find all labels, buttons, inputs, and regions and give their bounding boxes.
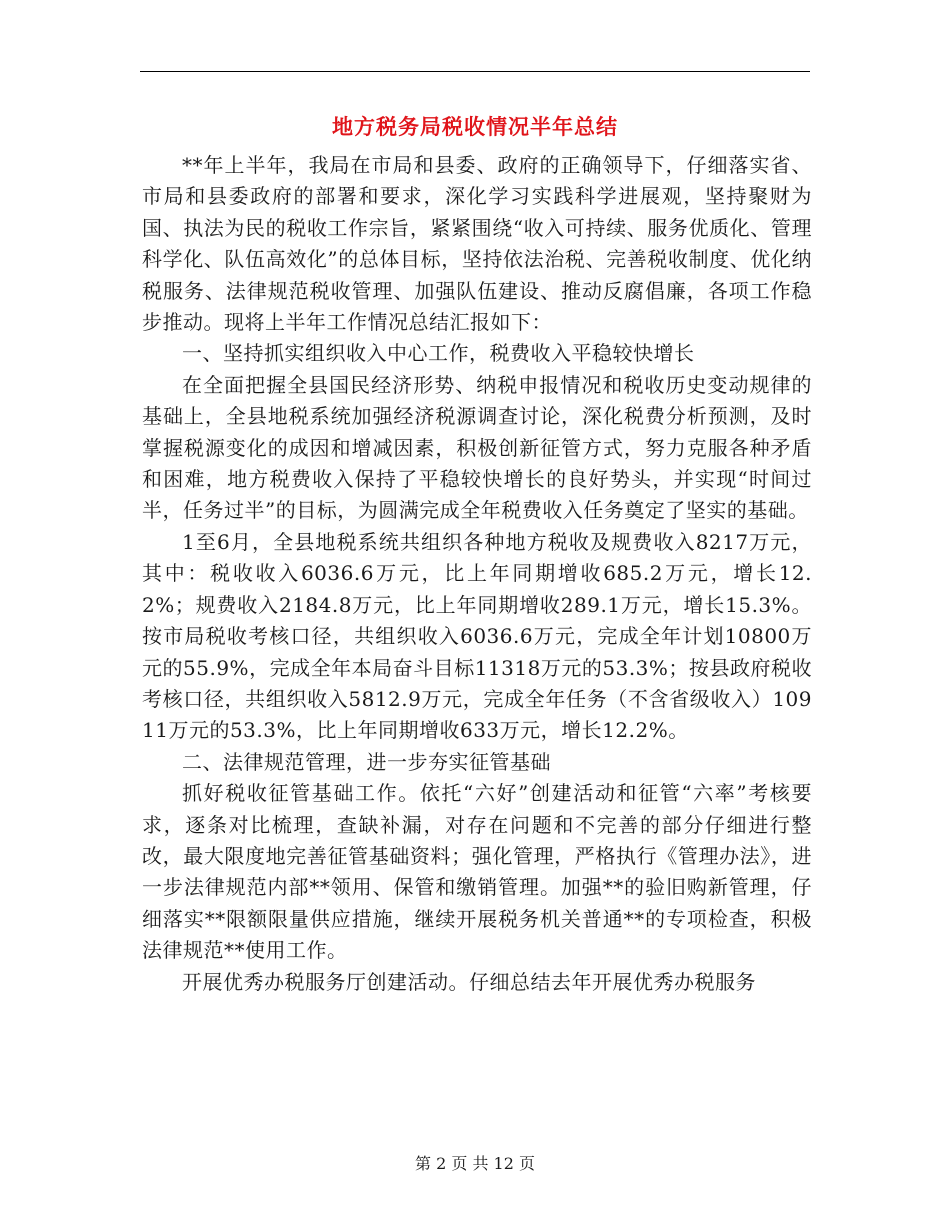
body-paragraph: 在全面把握全县国民经济形势、纳税申报情况和税收历史变动规律的基础上，全县地税系统加强经济税源调查讨论，深化税费分析预测，及时掌握税源变化的成因和增减因素，积极创新征管方式，努力克服各种矛盾和困难，地方税费收入保持了平稳较快增长的良好势头，并实现“时间过半，任务过半”的目标，为圆满完成全年税费收入任务奠定了坚实的基础。 (142, 372, 812, 523)
intro-paragraph: **年上半年，我局在市局和县委、政府的正确领导下，仔细落实省、市局和县委政府的部署和要求，深化学习实践科学进展观，坚持聚财为国、执法为民的税收工作宗旨，紧紧围绕“收入可持续、服务优质化、管理科学化、队伍高效化”的总体目标，坚持依法治税、完善税收制度、优化纳税服务、法律规范税收管理、加强队伍建设、推动反腐倡廉，各项工作稳步推动。现将上半年工作情况总结汇报如下： (142, 153, 812, 335)
section-heading-1: 一、坚持抓实组织收入中心工作，税费收入平稳较快增长 (182, 341, 695, 366)
body-paragraph: 开展优秀办税服务厅创建活动。仔细总结去年开展优秀办税服务 (182, 969, 756, 994)
body-paragraph: 1至6月，全县地税系统共组织各种地方税收及规费收入8217万元，其中：税收收入6036.6万元，比上年同期增收685.2万元，增长12.2%；规费收入2184.8万元，比上年同期增收289.1万元，增长15.3%。按市局税收考核口径，共组织收入6036.6万元，完成全年计划10800万元的55.9%，完成全年本局奋斗目标11318万元的53.3%；按县政府税收考核口径，共组织收入5812.9万元，完成全年任务（不含省级收入）10911万元的53.3%，比上年同期增收633万元，增长12.2%。 (142, 529, 812, 743)
header-rule (140, 71, 810, 72)
body-paragraph: 抓好税收征管基础工作。依托“六好”创建活动和征管“六率”考核要求，逐条对比梳理，查缺补漏，对存在问题和不完善的部分仔细进行整改，最大限度地完善征管基础资料；强化管理，严格执行《管理办法》，进一步法律规范内部**领用、保管和缴销管理。加强**的验旧购新管理，仔细落实**限额限量供应措施，继续开展税务机关普通**的专项检查，积极法律规范**使用工作。 (142, 781, 812, 963)
page-number-footer: 第 2 页 共 12 页 (415, 1154, 535, 1173)
document-title: 地方税务局税收情况半年总结 (332, 114, 618, 139)
section-heading-2: 二、法律规范管理，进一步夯实征管基础 (182, 749, 551, 774)
document-body (142, 150, 812, 998)
